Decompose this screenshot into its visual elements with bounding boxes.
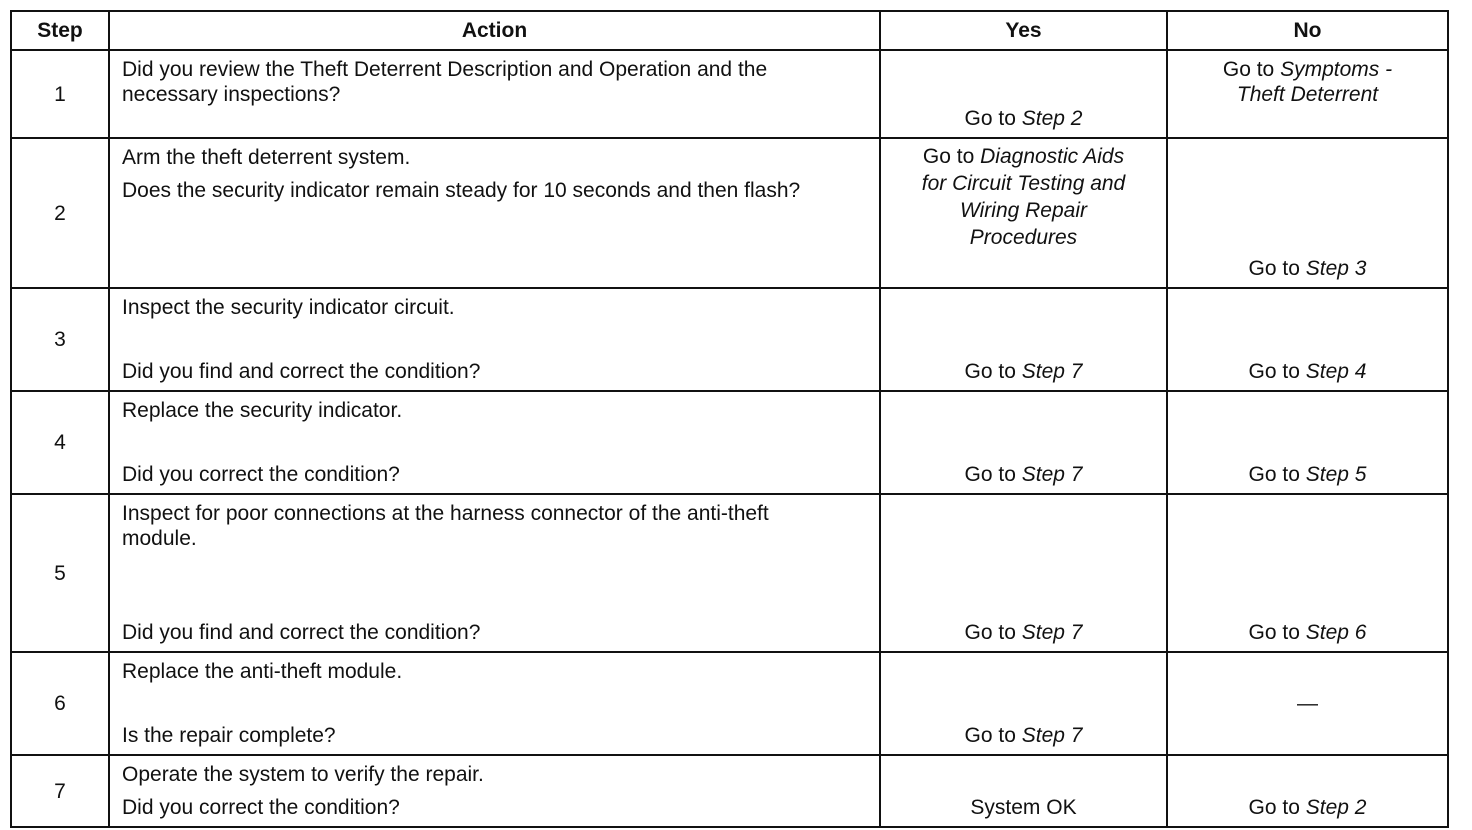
table-row <box>11 288 1448 391</box>
no-prefix: Go to <box>1248 621 1300 644</box>
no-dash: — <box>1297 692 1318 715</box>
action-text: Inspect the security indicator circuit. <box>122 296 455 319</box>
action-cell <box>109 288 880 391</box>
action-cell <box>109 494 880 652</box>
yes-cell <box>880 494 1167 652</box>
table-row <box>11 494 1448 652</box>
header-action: Action <box>109 11 880 50</box>
table-row <box>11 755 1448 827</box>
action-cell <box>109 391 880 494</box>
action-cell <box>109 50 880 138</box>
action-cell <box>109 652 880 755</box>
step-number: 2 <box>11 138 109 288</box>
no-prefix: Go to <box>1248 257 1300 280</box>
yes-prefix: Go to <box>964 107 1016 130</box>
step-number: 6 <box>11 652 109 755</box>
yes-ref: Step 7 <box>1021 621 1083 644</box>
yes-prefix: Go to <box>964 360 1016 383</box>
yes-cell <box>880 652 1167 755</box>
yes-text: System OK <box>970 796 1077 819</box>
action-question: Did you correct the condition? <box>122 463 400 486</box>
action-question: Does the security indicator remain steady for 10 seconds and then flash? <box>122 179 801 202</box>
action-text: Inspect for poor connections at the harness connector of the anti-theft module. <box>122 502 769 550</box>
step-number: 5 <box>11 494 109 652</box>
action-text: Replace the anti-theft module. <box>122 660 403 683</box>
header-row <box>11 11 1448 50</box>
no-prefix: Go to <box>1248 463 1300 486</box>
no-ref: Symptoms - Theft Deterrent <box>1236 58 1393 106</box>
no-cell <box>1167 494 1448 652</box>
table-row <box>11 652 1448 755</box>
no-cell <box>1167 138 1448 288</box>
no-ref: Step 3 <box>1305 257 1367 280</box>
yes-cell <box>880 391 1167 494</box>
yes-ref: Step 7 <box>1021 360 1083 383</box>
table-row <box>11 138 1448 288</box>
no-prefix: Go to <box>1248 796 1300 819</box>
no-ref: Step 2 <box>1305 796 1367 819</box>
action-text: Did you review the Theft Deterrent Description and Operation and the necessary inspections? <box>122 58 768 106</box>
yes-ref: Step 7 <box>1021 724 1083 747</box>
step-number: 7 <box>11 755 109 827</box>
no-ref: Step 6 <box>1305 621 1367 644</box>
action-question: Did you find and correct the condition? <box>122 360 481 383</box>
header-step: Step <box>11 11 109 50</box>
yes-prefix: Go to <box>964 724 1016 747</box>
header-no: No <box>1167 11 1448 50</box>
no-cell <box>1167 391 1448 494</box>
action-text: Replace the security indicator. <box>122 399 403 422</box>
action-question: Is the repair complete? <box>122 724 336 747</box>
no-cell <box>1167 288 1448 391</box>
step-number: 1 <box>11 50 109 138</box>
action-question: Did you correct the condition? <box>122 796 400 819</box>
action-text: Arm the theft deterrent system. <box>122 146 411 169</box>
yes-prefix: Go to <box>964 621 1016 644</box>
yes-prefix: Go to <box>964 463 1016 486</box>
yes-ref: Step 7 <box>1021 463 1083 486</box>
table-row <box>11 50 1448 138</box>
yes-cell <box>880 50 1167 138</box>
header-yes: Yes <box>880 11 1167 50</box>
action-cell <box>109 138 880 288</box>
no-prefix: Go to <box>1222 58 1275 81</box>
no-cell <box>1167 50 1448 138</box>
no-ref: Step 4 <box>1305 360 1367 383</box>
no-cell <box>1167 652 1448 755</box>
action-question: Did you find and correct the condition? <box>122 621 481 644</box>
no-cell <box>1167 755 1448 827</box>
action-cell <box>109 755 880 827</box>
yes-cell <box>880 755 1167 827</box>
step-number: 4 <box>11 391 109 494</box>
yes-ref: Diagnostic Aids for Circuit Testing and Wiring Repair Procedures <box>921 145 1126 249</box>
yes-cell <box>880 138 1167 288</box>
yes-ref: Step 2 <box>1021 107 1083 130</box>
diagnostic-table <box>10 10 1449 828</box>
no-ref: Step 5 <box>1305 463 1367 486</box>
table-row <box>11 391 1448 494</box>
action-text: Operate the system to verify the repair. <box>122 763 484 786</box>
yes-cell <box>880 288 1167 391</box>
no-prefix: Go to <box>1248 360 1300 383</box>
step-number: 3 <box>11 288 109 391</box>
yes-prefix: Go to <box>922 145 975 168</box>
